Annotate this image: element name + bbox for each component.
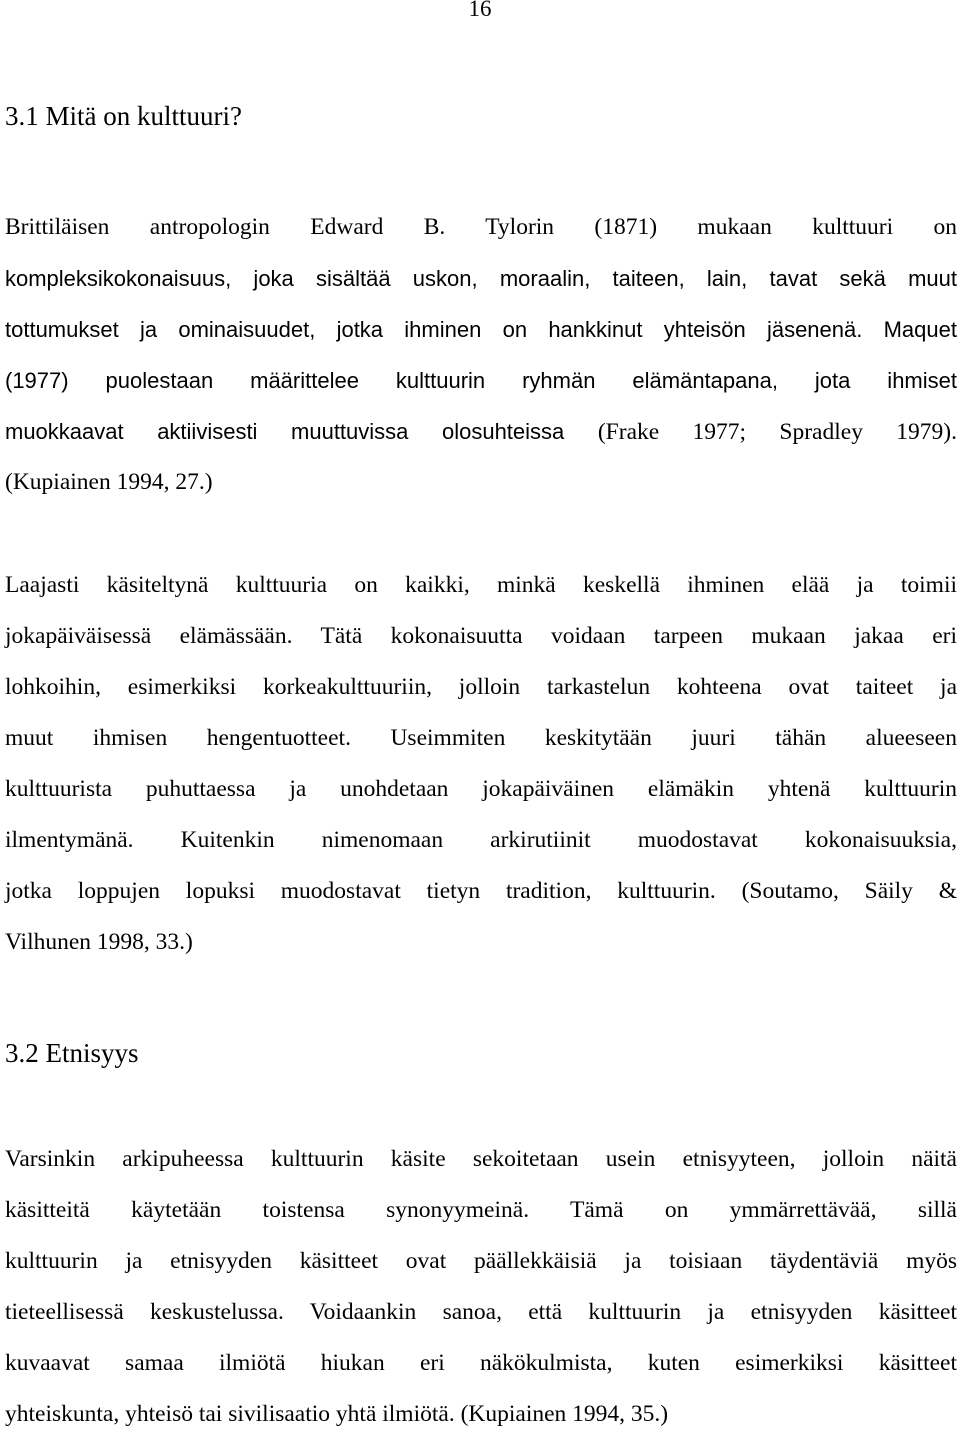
text-run: (1977) puolestaan määrittelee kulttuurin ryhmän elämäntapana, jota ihmiset [5,368,957,393]
text-run: (Kupiainen 1994, 27.) [5,469,213,495]
text-run: jotka loppujen lopuksi muodostavat tietyn tradition, kulttuurin. (Soutamo, Säily & [5,878,957,904]
text-run: Varsinkin arkipuheessa kulttuurin käsite sekoitetaan usein etnisyyteen, jolloin näitä [5,1146,957,1172]
body-paragraph [5,1134,957,1440]
text-line [5,1389,957,1440]
text-run: lohkoihin, esimerkiksi korkeakulttuuriin, jolloin tarkastelun kohteena ovat taiteet ja [5,674,957,700]
text-line [5,866,957,917]
body-paragraph [5,202,957,508]
text-line [5,764,957,815]
text-run: muokkaavat aktiivisesti muuttuvissa olosuhteissa [5,419,598,444]
text-line [5,202,957,253]
text-run: Vilhunen 1998, 33.) [5,929,193,955]
text-run: kulttuurin ja etnisyyden käsitteet ovat päällekkäisiä ja toisiaan täydentäviä myös [5,1248,957,1274]
text-run: tottumukset ja ominaisuudet, jotka ihminen on hankkinut yhteisön jäsenenä. [5,317,884,342]
text-run: ilmentymänä. Kuitenkin nimenomaan arkirutiinit muodostavat kokonaisuuksia, [5,827,957,853]
text-line [5,611,957,662]
text-run: yhteiskunta, yhteisö tai sivilisaatio yhtä ilmiötä. (Kupiainen 1994, 35.) [5,1401,669,1427]
text-run: muut ihmisen hengentuotteet. Useimmiten keskitytään juuri tähän alueeseen [5,725,957,751]
text-run: kulttuurista puhuttaessa ja unohdetaan jokapäiväinen elämäkin yhtenä kulttuurin [5,776,957,802]
text-run: Brittiläisen antropologin Edward B. [5,214,486,240]
text-line [5,662,957,713]
text-line [5,355,957,406]
section-heading: 3.1 Mitä on kulttuuri? [5,101,242,131]
section-heading: 3.2 Etnisyys [5,1038,139,1068]
text-run: käsitteitä käytetään toistensa synonyymeinä. Tämä on ymmärrettävää, sillä [5,1197,957,1223]
text-run: Tylorin (1871) mukaan kulttuuri on [485,214,957,240]
text-run: jokapäiväisessä elämässään. Tätä kokonaisuutta voidaan tarpeen mukaan jakaa eri [5,623,957,649]
text-line [5,406,957,457]
text-line [5,1338,957,1389]
text-line [5,560,957,611]
text-line [5,917,957,968]
text-run: Laajasti käsiteltynä kulttuuria on kaikki, minkä keskellä ihminen elää ja toimii [5,572,957,598]
text-line [5,457,957,508]
text-line [5,713,957,764]
text-run: tieteellisessä keskustelussa. Voidaankin sanoa, että kulttuurin ja etnisyyden käsitteet [5,1299,957,1325]
text-line [5,1287,957,1338]
text-line [5,253,957,304]
page-number: 16 [468,0,492,21]
text-run: (Frake 1977; Spradley 1979). [597,419,957,445]
text-line [5,1236,957,1287]
text-run: kompleksikokonaisuus, joka sisältää uskon, moraalin, taiteen, lain, tavat sekä muut [5,266,957,291]
text-line [5,1134,957,1185]
text-line [5,815,957,866]
text-line [5,1185,957,1236]
body-paragraph [5,560,957,968]
text-line [5,304,957,355]
text-run: Maquet [883,317,957,342]
text-run: kuvaavat samaa ilmiötä hiukan eri näkökulmista, kuten esimerkiksi käsitteet [5,1350,957,1376]
